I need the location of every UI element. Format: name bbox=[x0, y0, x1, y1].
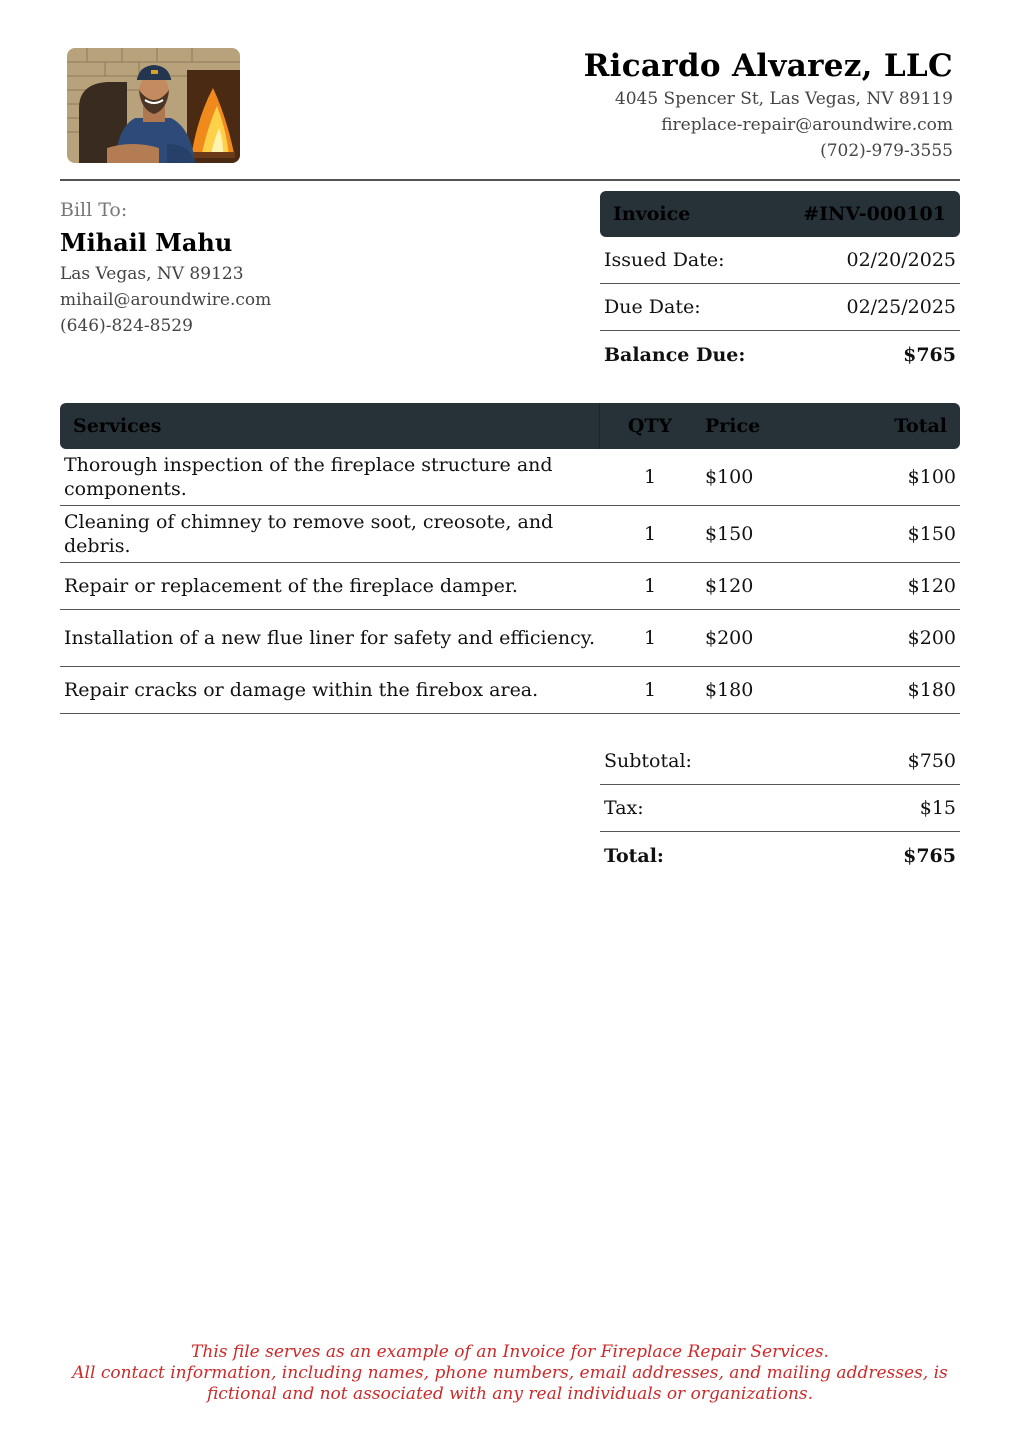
header-price: Price bbox=[705, 415, 761, 437]
tax-row bbox=[600, 785, 960, 832]
row-description: Repair or replacement of the fireplace damper. bbox=[64, 575, 518, 597]
disclaimer-line-2: All contact information, including names, phone numbers, email addresses, and mailing addresses, is bbox=[72, 1363, 948, 1383]
company-name: Ricardo Alvarez, LLC bbox=[583, 48, 953, 84]
total-row bbox=[600, 832, 960, 879]
row-price: $100 bbox=[705, 466, 754, 488]
row-price: $180 bbox=[705, 679, 754, 701]
row-price: $200 bbox=[705, 627, 754, 649]
row-total: $120 bbox=[907, 575, 956, 597]
subtotal-row bbox=[600, 738, 960, 785]
client-email: mihail@aroundwire.com bbox=[60, 290, 272, 310]
client-name: Mihail Mahu bbox=[60, 228, 233, 257]
invoice-number: #INV-000101 bbox=[803, 203, 946, 225]
due-date-row bbox=[600, 284, 960, 331]
disclaimer-footer bbox=[0, 1342, 1020, 1405]
row-price: $120 bbox=[705, 575, 754, 597]
row-total: $180 bbox=[907, 679, 956, 701]
invoice-header-bar bbox=[600, 191, 960, 237]
row-total: $200 bbox=[907, 627, 956, 649]
invoice-summary bbox=[600, 191, 960, 378]
table-row bbox=[60, 610, 960, 667]
technician-fireplace-photo bbox=[67, 48, 240, 163]
row-description: Installation of a new flue liner for safety and efficiency. bbox=[64, 627, 596, 649]
company-phone: (702)-979-3555 bbox=[820, 141, 953, 161]
tax-label: Tax: bbox=[604, 797, 644, 819]
row-total: $150 bbox=[907, 523, 956, 545]
due-date-label: Due Date: bbox=[604, 296, 701, 318]
header-divider bbox=[60, 179, 960, 181]
issued-date-row bbox=[600, 237, 960, 284]
table-row bbox=[60, 667, 960, 714]
disclaimer-line-3: fictional and not associated with any real individuals or organizations. bbox=[206, 1384, 814, 1404]
client-address: Las Vegas, NV 89123 bbox=[60, 264, 244, 284]
row-description: Cleaning of chimney to remove soot, creosote, and debris. bbox=[64, 511, 554, 557]
issued-date-value: 02/20/2025 bbox=[846, 249, 956, 271]
table-row bbox=[60, 563, 960, 610]
row-description: Thorough inspection of the fireplace structure and components. bbox=[64, 454, 553, 500]
row-price: $150 bbox=[705, 523, 754, 545]
services-table-header bbox=[60, 403, 960, 449]
subtotal-label: Subtotal: bbox=[604, 750, 692, 772]
company-header bbox=[584, 46, 953, 164]
balance-due-label: Balance Due: bbox=[604, 343, 746, 366]
issued-date-label: Issued Date: bbox=[604, 249, 725, 271]
invoice-label: Invoice bbox=[613, 203, 691, 225]
row-qty: 1 bbox=[643, 575, 657, 597]
table-row bbox=[60, 506, 960, 563]
header-services: Services bbox=[60, 403, 600, 449]
bill-to-label: Bill To: bbox=[60, 199, 128, 221]
disclaimer-line-1: This file serves as an example of an Invoice for Fireplace Repair Services. bbox=[191, 1342, 829, 1362]
balance-due-row bbox=[600, 331, 960, 378]
row-qty: 1 bbox=[643, 523, 657, 545]
company-email: fireplace-repair@aroundwire.com bbox=[661, 115, 953, 135]
total-value: $765 bbox=[903, 844, 956, 867]
services-table bbox=[60, 403, 960, 714]
balance-due-value: $765 bbox=[903, 343, 956, 366]
header-total: Total bbox=[894, 415, 947, 437]
header-qty: QTY bbox=[627, 415, 673, 437]
subtotal-value: $750 bbox=[907, 750, 956, 772]
tax-value: $15 bbox=[919, 797, 956, 819]
bill-to-section bbox=[60, 197, 271, 339]
row-qty: 1 bbox=[643, 466, 657, 488]
row-qty: 1 bbox=[643, 627, 657, 649]
table-row bbox=[60, 449, 960, 506]
client-phone: (646)-824-8529 bbox=[60, 316, 193, 336]
company-address: 4045 Spencer St, Las Vegas, NV 89119 bbox=[614, 89, 953, 109]
totals-section bbox=[600, 738, 960, 879]
total-label: Total: bbox=[604, 844, 664, 867]
row-total: $100 bbox=[907, 466, 956, 488]
due-date-value: 02/25/2025 bbox=[846, 296, 956, 318]
row-description: Repair cracks or damage within the firebox area. bbox=[64, 679, 539, 701]
row-qty: 1 bbox=[643, 679, 657, 701]
